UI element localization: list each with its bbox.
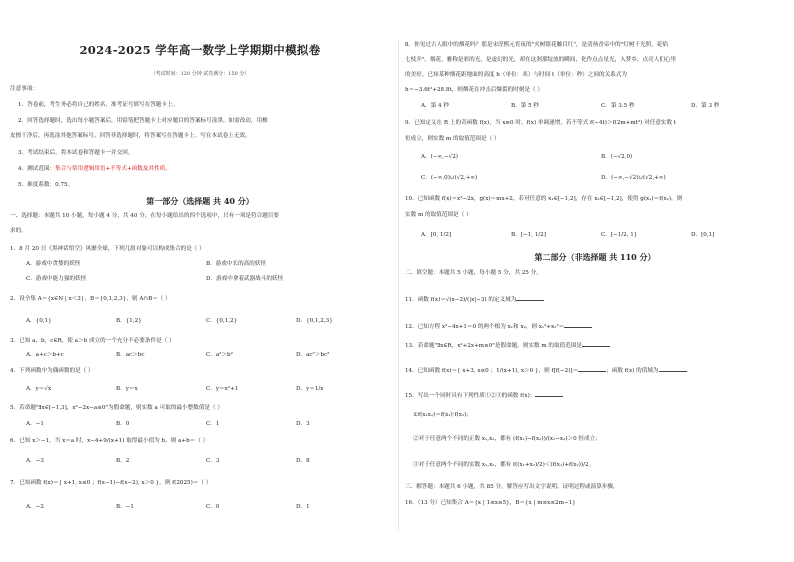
note-3: 3．考试结束后，将本试卷和答题卡一并交回。 (18, 150, 134, 156)
question-15-property-3: ③对于任意两个不同的实数 x₁,x₂，都有 f((x₁+x₂)/2)＜(f(x₁)+f(x₂))/2。 (413, 462, 595, 468)
question-11 (405, 295, 544, 304)
question-8-line-2: 七枝开"。烟花，雅称是彩的光，是虚幻的光，却在这刹那绽放的瞬间，化作点点星光，入梦乡，点亮人们心里 (405, 57, 677, 63)
question-14-text: 14．已知函数 f(x)＝{ x+3, x≤0 ；1/(x+1), x＞0 }，则 f[f(−2)]＝ (405, 368, 579, 374)
option-d: D．[0,1] (691, 232, 715, 238)
question-9-options (421, 154, 781, 182)
question-13-text: 13．若命题"∃x∈R，x²+2x+m≤0"是假命题，则实数 m 的取值范围是 (405, 343, 582, 349)
exam-meta: （考试时间：120 分钟 试卷满分：150 分） (150, 71, 250, 77)
question-5-options (26, 421, 386, 428)
option-d: D．1 (296, 504, 310, 510)
question-4-options (26, 386, 386, 393)
note-4-prefix: 4．测试范围： (18, 166, 56, 172)
option-c: C．a²＞b² (206, 352, 233, 358)
section-1-desc-a: 一、选择题：本题共 10 小题，每小题 4 分，共 40 分。在每小题给出的四个选项中，只有一项是符合题目要 (10, 213, 279, 219)
note-1: 1．答卷前，考生务必将自己的姓名、准考证号填写在答题卡上。 (18, 102, 179, 108)
question-1: 1．8 月 20 日《黑神话悟空》风靡全球，下列几组对象可以构成集合的是（ ） (10, 246, 205, 252)
option-d: D．ac²＞bc² (296, 352, 330, 358)
question-15 (405, 391, 563, 400)
option-c: C．3 (206, 458, 220, 464)
question-14 (405, 366, 687, 375)
question-9-line-1: 9．已知定义在 R 上的奇函数 f(x)，当 x≥0 时，f(x) 单调递增，若不等式 f(−4t)＞f(2m+mt²) 对任意实数 t (405, 120, 677, 126)
option-b: B．[−1, 1/2] (511, 232, 546, 238)
option-d: D．(−∞,−√2)∪(√2,+∞) (601, 175, 666, 181)
answer-blank (582, 341, 610, 347)
right-column (405, 0, 785, 562)
option-d: D．游戏中拿着武器战斗的妖怪 (206, 276, 284, 282)
option-b: B．ac＞bc (116, 352, 145, 358)
option-b: B．游戏中长的高的妖怪 (206, 261, 267, 267)
question-10-options (421, 232, 781, 239)
option-c: C．[−1/2, 1] (601, 232, 637, 238)
question-3: 3．已知 a，b，c∈R，使 a＞b 成立的一个充分不必要条件是（ ） (10, 338, 175, 344)
question-2-options (26, 318, 386, 325)
option-b: B．第 5 秒 (511, 103, 540, 109)
answer-blank (578, 366, 606, 372)
question-3-options (26, 352, 386, 359)
option-a: A．−3 (26, 458, 44, 464)
option-c: C．游戏中能力强的妖怪 (26, 276, 87, 282)
answer-blank (659, 366, 687, 372)
question-1-options (26, 261, 386, 283)
question-11-text: 11．函数 f(x)＝√(x−2)/(|x|−3) 的定义域为 (405, 297, 517, 303)
option-a: A．第 4 秒 (421, 103, 449, 109)
option-a: A．−2 (26, 504, 44, 510)
question-8-line-4: h＝−3.6t²+28.8t，则烟花在冲击后爆裂的时刻是（ ） (405, 87, 543, 93)
section-1-desc-b: 求的。 (10, 228, 27, 234)
option-d: D．8 (296, 458, 310, 464)
option-c: C．(−∞,0)∪(√2,+∞) (421, 175, 478, 181)
option-a: A．−1 (26, 421, 44, 427)
option-a: A．y＝√x (26, 386, 52, 392)
option-b: B．{1,2} (116, 318, 142, 324)
answer-blank (564, 322, 592, 328)
option-c: C．{0,1,2} (206, 318, 238, 324)
section-1-heading: 第一部分（选择题 共 40 分） (146, 196, 254, 206)
option-c: C．1 (206, 421, 220, 427)
answer-blank (535, 391, 563, 397)
question-12 (405, 322, 592, 331)
option-d: D．3 (296, 421, 310, 427)
answer-blank (516, 295, 544, 301)
section-3-desc: 三、解答题：本题共 6 小题，共 85 分。解答应写出文字说明、证明过程或演算步骤。 (405, 484, 619, 490)
question-5: 5．若命题"∃x∈[−1,3]，x²−2x−a≤0"为假命题，则实数 a 可取的最小整数值是（ ） (10, 405, 223, 411)
question-2: 2．设全集 A＝{x∈N | x＜3}，B＝{0,1,2,3}，则 A∩B＝（ ） (10, 296, 171, 302)
question-6: 6．已知 x＞−1，当 x＝a 时，x−4+9/(x+1) 取得最小值为 b，则 a+b＝（ ） (10, 438, 209, 444)
question-4: 4．下列函数中为偶函数的是（ ） (10, 368, 94, 374)
option-d: D．{0,1,2,3} (296, 318, 333, 324)
option-c: C．第 3.5 秒 (601, 103, 635, 109)
notes-heading: 注意事项： (10, 86, 38, 92)
exam-title: 2024-2025 学年高一数学上学期期中模拟卷 (79, 43, 321, 57)
option-c: C．0 (206, 504, 220, 510)
option-a: A．a+c＞b+c (26, 352, 64, 358)
question-10-line-2: 实数 m 的取值范围是（ ） (405, 212, 472, 218)
question-8-line-1: 8．你见过古人眼中的烟花吗？那是宋淳熙元宵夜的"火树银花触目红"，是清扬香帝中的"灯树千光照，花焰 (405, 42, 668, 48)
left-column (10, 0, 390, 562)
question-10-line-1: 10．已知函数 f(x)＝x²−2x，g(x)＝mx+2，若对任意的 x₁∈[−1,2]，存在 x₂∈[−1,2]，使得 g(x₁)＝f(x₂)，则 (405, 196, 683, 202)
question-9-line-2: 恒成立，则实数 m 的取值范围是（ ） (405, 136, 500, 142)
question-12-text: 12．已知方程 x²−4x+1＝0 的两个根为 x₁和 x₂，则 x₁²+x₂²＝ (405, 324, 565, 330)
option-c: C．y＝x²+1 (206, 386, 239, 392)
question-13 (405, 341, 610, 350)
note-4 (10, 166, 171, 173)
question-15-property-2: ②对于任意两个不同的正数 x₁,x₂，都有 (f(x₁)−f(x₂))/(x₁−x₂)＞0 恒成立； (413, 436, 601, 442)
option-b: B．2 (116, 458, 130, 464)
question-14-tail: ；函数 f(x) 的值域为 (606, 368, 659, 374)
section-2-heading: 第二部分（非选择题 共 110 分） (534, 252, 656, 262)
column-divider (398, 40, 399, 530)
question-8-options (421, 103, 781, 110)
option-b: B．(−√2,0) (601, 154, 633, 160)
note-2a: 2．回答选择题时，选出每小题答案后，用铅笔把答题卡上对应题目的答案标号涂黑。如需改动，用橡 (18, 118, 268, 124)
question-15-text: 15．写出一个同时具有下列性质①②③的函数 f(x)： (405, 393, 536, 399)
option-a: A．{0,1} (26, 318, 52, 324)
question-6-options (26, 458, 386, 465)
option-d: D．y＝1/x (296, 386, 324, 392)
test-scope-highlight: 集合与常用逻辑用语+不等式+函数及其性质。 (55, 166, 171, 172)
question-16: 16．（13 分）已知集合 A＝{x | 1≤x≤5}，B＝{x | m≤x≤2m−1} (405, 500, 576, 506)
option-b: B．−1 (116, 504, 134, 510)
question-8-line-3: 的美好。已知某种烟花距地面的高度 h（单位：米）与时间 t（单位：秒）之间的关系式为 (405, 72, 627, 78)
section-2-desc: 二、填空题：本题共 5 小题，每小题 5 分，共 25 分。 (405, 270, 542, 276)
option-d: D．第 3 秒 (691, 103, 720, 109)
question-7: 7．已知函数 f(x)＝{ x+1, x≤0 ；f(x−1)−f(x−2), x＞0 }，则 f(2025)＝（ ） (10, 480, 212, 486)
note-2b: 皮擦干净后，再选涂其他答案标号。回答非选择题时，将答案写在答题卡上。写在本试卷上无效。 (10, 133, 251, 139)
option-b: B．y＝x (116, 386, 138, 392)
option-a: A．[0, 1/2] (421, 232, 452, 238)
question-7-options (26, 504, 386, 511)
question-15-property-1: ①f(x₁x₂)＝f(x₁)·f(x₂)； (413, 412, 472, 418)
option-a: A．游戏中贪婪的妖怪 (26, 261, 81, 267)
option-a: A．(−∞,−√2) (421, 154, 458, 160)
option-b: B．0 (116, 421, 130, 427)
note-5: 5．难度系数：0.75。 (18, 182, 74, 188)
